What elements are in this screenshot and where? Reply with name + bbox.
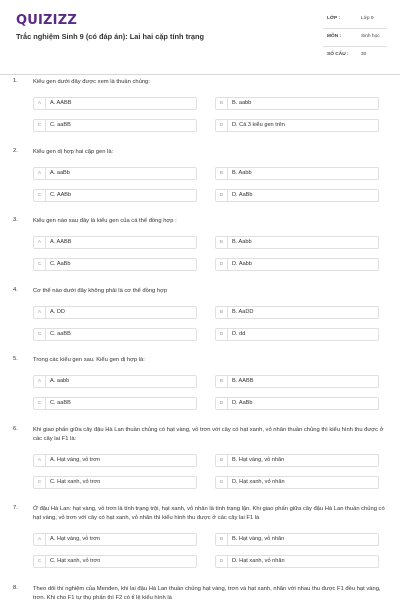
option-text: D. AaBb [232,192,253,198]
option-text: B. Aabb [232,239,252,245]
option-text: D. Cả 3 kiểu gen trên [232,122,285,128]
option-text: D. Aabb [232,261,252,267]
answer-option-b[interactable] [215,533,379,546]
option-text: C. AaBb [50,261,71,267]
option-text: A. AABB [50,100,72,106]
option-letter-badge: C [34,190,46,201]
option-text: A. DD [50,309,65,315]
option-letter-badge: C [34,120,46,131]
option-letter-badge: D [216,329,228,340]
option-letter-badge: D [216,556,228,567]
option-letter-badge: B [216,534,228,545]
meta-value: Lớp 9 [361,16,374,21]
option-text: B. AABB [232,378,254,384]
option-letter-badge: B [216,98,228,109]
question-text: Trong các kiểu gen sau. Kiểu gen dị hợp là: [33,357,145,363]
answer-option-d[interactable] [215,258,379,271]
question-text: Kiểu gen dị hợp hai cặp gen là: [33,149,114,155]
answer-option-b[interactable] [215,306,379,319]
answer-option-a[interactable] [33,375,197,388]
question-number: 2. [13,148,18,154]
option-letter-badge: D [216,259,228,270]
question-text: Khi giao phấn giữa cây đậu Hà Lan thuần chủng có hạt vàng, vỏ trơn với cây có hạt xanh, vỏ nhăn thuần chủng thì kiểu hình thu được ở các cây lai F1 là: [33,427,384,442]
option-letter-badge: A [34,98,46,109]
meta-label: SỐ CÂU : [327,52,349,57]
option-text: B. aabb [232,100,252,106]
option-letter-badge: D [216,120,228,131]
question-number: 3. [13,217,18,223]
answer-option-b[interactable] [215,454,379,467]
question-number: 7. [13,505,18,511]
option-letter-badge: C [34,477,46,488]
question-text: Theo dõi thí nghiệm của Menđen, khi lai đậu Hà Lan thuần chủng hạt vàng, trơn và hạt xanh, nhăn với nhau thu được F1 đều hạt vàng, trơn. Khi cho F1 tự thụ phấn thì F2 có tỉ lệ kiểu hình là [33,586,381,600]
answer-option-d[interactable] [215,119,379,132]
option-text: A. Hạt vàng, vỏ trơn [50,457,100,463]
worksheet-header [0,0,400,75]
quizizz-logo[interactable]: QUIZIZZ [16,13,77,28]
answer-option-c[interactable] [33,258,197,271]
option-text: B. Hạt vàng, vỏ nhăn [232,457,285,463]
answer-option-c[interactable] [33,119,197,132]
option-letter-badge: A [34,534,46,545]
answer-option-a[interactable] [33,236,197,249]
worksheet-title: Trắc nghiệm Sinh 9 (có đáp án): Lai hai cặp tính trạng [16,32,205,41]
question-number: 5. [13,356,18,362]
option-letter-badge: A [34,455,46,466]
option-letter-badge: A [34,307,46,318]
option-text: A. aaBb [50,170,70,176]
option-text: A. Hạt vàng, vỏ trơn [50,536,100,542]
meta-value: 30 [361,52,367,57]
option-text: D. Hạt xanh, vỏ nhăn [232,479,285,485]
option-letter-badge: B [216,376,228,387]
answer-option-c[interactable] [33,476,197,489]
meta-value: Sinh học [361,34,380,39]
answer-option-a[interactable] [33,306,197,319]
answer-option-b[interactable] [215,97,379,110]
answer-option-c[interactable] [33,555,197,568]
option-text: A. aabb [50,378,70,384]
answer-option-a[interactable] [33,167,197,180]
option-text: B. Aabb [232,170,252,176]
worksheet-meta [323,11,387,64]
option-text: B. AaDD [232,309,254,315]
meta-label: LỚP : [327,16,341,21]
option-letter-badge: D [216,190,228,201]
answer-option-a[interactable] [33,533,197,546]
option-letter-badge: C [34,259,46,270]
meta-label: MÔN : [327,34,342,39]
option-text: D. AaBb [232,400,253,406]
option-letter-badge: B [216,455,228,466]
option-text: C. aaBB [50,122,71,128]
question-text: Cơ thể nào dưới đây không phải là cơ thể đồng hợp [33,288,168,294]
question-text: Kiểu gen nào sau đây là kiểu gen của cá thể đồng hợp : [33,218,177,224]
option-letter-badge: C [34,329,46,340]
answer-option-b[interactable] [215,236,379,249]
question-text: Kiểu gen dưới đây được xem là thuần chủng: [33,79,150,85]
option-letter-badge: D [216,398,228,409]
answer-option-b[interactable] [215,375,379,388]
answer-option-d[interactable] [215,476,379,489]
answer-option-a[interactable] [33,454,197,467]
answer-option-c[interactable] [33,328,197,341]
answer-option-d[interactable] [215,397,379,410]
option-letter-badge: B [216,307,228,318]
option-text: C. aaBB [50,331,71,337]
option-text: D. dd [232,331,246,337]
option-letter-badge: D [216,477,228,488]
question-number: 4. [13,287,18,293]
option-text: A. AABB [50,239,72,245]
option-letter-badge: C [34,556,46,567]
option-text: D. Hạt xanh, vỏ nhăn [232,558,285,564]
answer-option-d[interactable] [215,189,379,202]
question-text: Ở đậu Hà Lan: hạt vàng, vỏ trơn là tính trạng trội, hạt xanh, vỏ nhăn là tính trạng lặn. Khi giao phấn giữa cây đậu Hà Lan thuần chủng có hạt vàng, vỏ trơn với cây có hạt xanh, vỏ nhăn thì kiểu hình thu được ở các cây lai F1 là [33,506,385,521]
question-number: 6. [13,426,18,432]
option-letter-badge: B [216,237,228,248]
option-text: C. Hạt xanh, vỏ trơn [50,479,101,485]
option-letter-badge: C [34,398,46,409]
answer-option-d[interactable] [215,328,379,341]
answer-option-d[interactable] [215,555,379,568]
option-text: C. AABb [50,192,72,198]
option-letter-badge: B [216,168,228,179]
question-number: 8. [13,585,18,591]
meta-row-question-count [323,47,387,64]
meta-row-subject [323,29,387,47]
option-text: C. Hạt xanh, vỏ trơn [50,558,101,564]
option-letter-badge: A [34,168,46,179]
answer-option-c[interactable] [33,189,197,202]
option-letter-badge: A [34,376,46,387]
question-number: 1. [13,78,18,84]
meta-row-grade [323,11,387,29]
answer-option-c[interactable] [33,397,197,410]
option-text: B. Hạt vàng, vỏ nhăn [232,536,285,542]
answer-option-b[interactable] [215,167,379,180]
answer-option-a[interactable] [33,97,197,110]
option-text: C. aaBB [50,400,71,406]
option-letter-badge: A [34,237,46,248]
